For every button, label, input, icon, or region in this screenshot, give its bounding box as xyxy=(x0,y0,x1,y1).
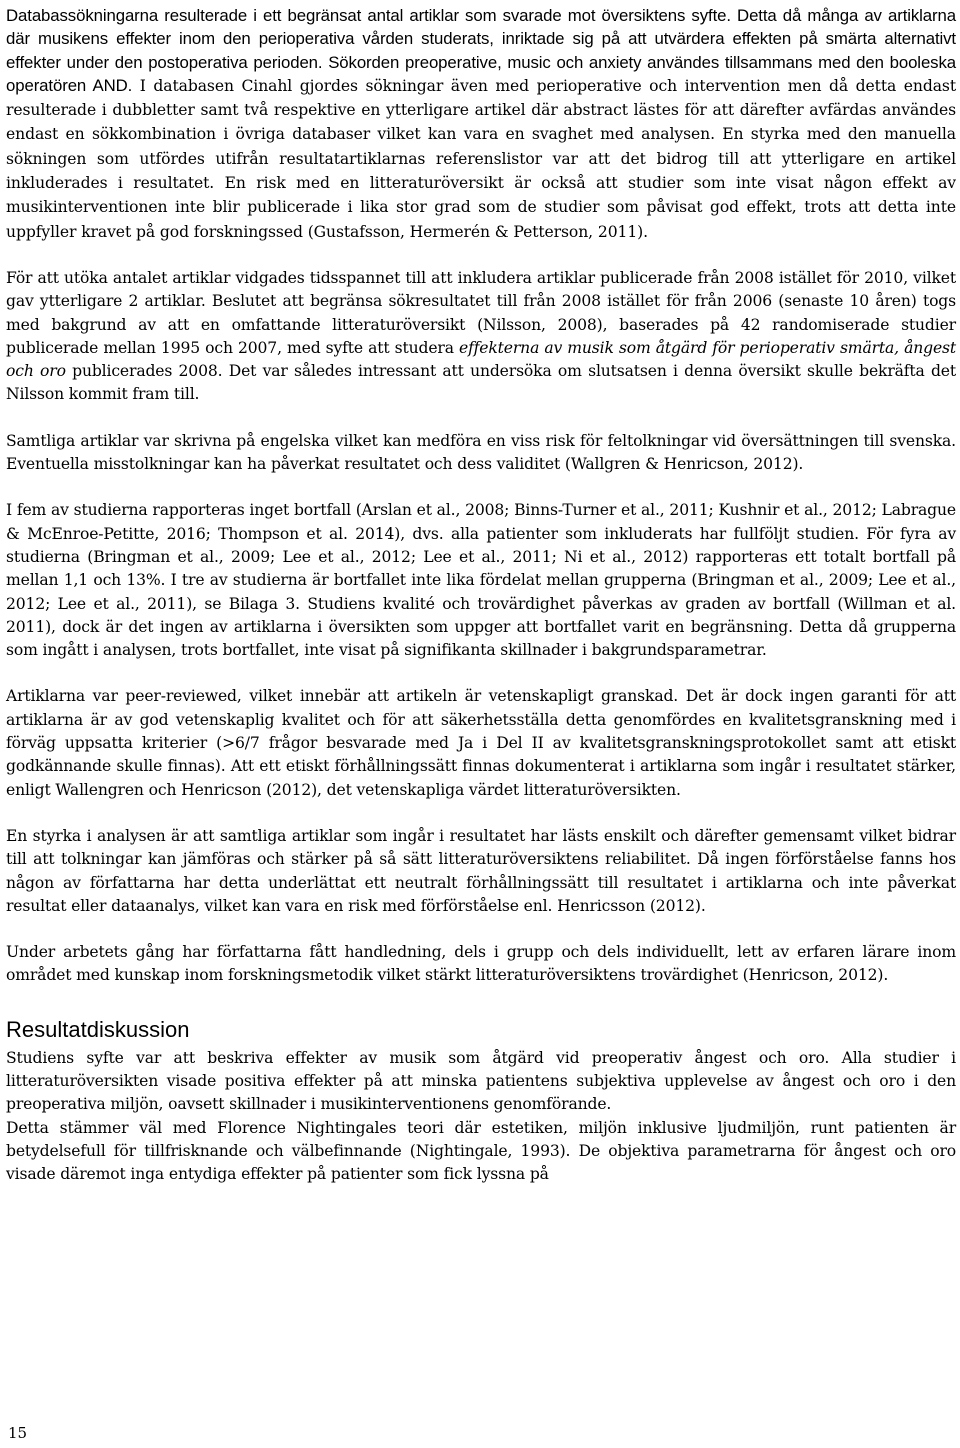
paragraph-search-limitations xyxy=(6,4,956,244)
time-span-text-end: publicerades 2008. Det var således intressant att undersöka om slutsatsen i denna översikt skulle bekräfta det Nilsson kommit fram till. xyxy=(6,362,956,404)
page-number: 15 xyxy=(8,1424,28,1442)
section-heading: Resultatdiskussion xyxy=(6,1016,190,1042)
paragraph-study-aim: Studiens syfte var att beskriva effekter av musik som åtgärd vid preoperativ ångest och oro. Alla studier i litteraturöversikten visade positiva effekter på att minska patientens subjektiva upplevelse av ångest och oro i den preoperativa miljön, oavsett skillnader i musikinterventionens genomförande. xyxy=(6,1048,956,1114)
time-span-italic-text: effekterna av musik som åtgärd för perioperativ smärta, ångest och oro xyxy=(6,338,957,381)
cinahl-search-text: I databasen Cinahl gjordes sökningar även med perioperative och intervention men då detta endast resulterade i dubbletter samt två respektive en ytterligare artikel där abstract lästes för att därefter avfärdas användes endast en sökkombination i övriga databaser vilket kan vara en svaghet med analysen. En styrka med den manuella sökningen som utfördes utifrån resultatartiklarnas referenslistor var att det bidrog till att ytterligare en artikel inkluderades i resultatet. En risk med en litteraturöversikt är också att studier som inte visat någon effekt av musikinterventionen inte blir publicerade i lika stor grad som de studier som påvisat god effekt, trots att detta inte uppfyller kravet på god forskningssed (Gustafsson, Hermerén & Petterson, 2011). xyxy=(6,76,956,241)
document-page xyxy=(6,4,956,1186)
paragraph-language: Samtliga artiklar var skrivna på engelska vilket kan medföra en viss risk för feltolkningar vid översättningen till svenska. Eventuella misstolkningar kan ha påverkat resultatet och dess validitet (Wallgren & Henricson, 2012). xyxy=(6,431,956,474)
time-span-text-start: För att utöka antalet artiklar vidgades tidsspannet till att inkludera artiklar publicerade från 2008 istället för 2010, vilket gav ytterligare 2 artiklar. Beslutet att begränsa sökresultatet till från 2008 istället för från 2006 (senaste 10 åren) togs med bakgrund av att en omfattande litteraturöversikt (Nilsson, 2008), baserades på 42 randomiserade studier publicerade mellan 1995 och 2007, med syfte att studera xyxy=(6,268,956,357)
paragraph-time-span xyxy=(6,267,956,407)
paragraph-dropout: I fem av studierna rapporteras inget bortfall (Arslan et al., 2008; Binns-Turner et al., 2011; Kushnir et al., 2012; Labrague & McEnroe-Petitte, 2016; Thompson et al. 2014), dvs. alla patienter som inkluderats har fullföljt studien. För fyra av studierna (Bringman et al., 2009; Lee et al., 2012; Lee et al., 2011; Ni et al., 2012) rapporteras ett totalt bortfall på mellan 1,1 och 13%. I tre av studierna är bortfallet inte lika fördelat mellan grupperna (Bringman et al., 2009; Lee et al., 2012; Lee et al., 2011), se Bilaga 3. Studiens kvalité och trovärdighet påverkas av graden av bortfall (Willman et al. 2011), dock är det ingen av artiklarna i översikten som uppger att bortfallet varit en begränsning. Detta då grupperna som ingått i analysen, trots bortfallet, inte visat på signifikanta skillnader i bakgrundsparametrar. xyxy=(6,501,956,660)
paragraph-nightingale: Detta stämmer väl med Florence Nightingales teori där estetiken, miljön inklusive ljudmiljön, runt patienten är betydelsefull för tillfrisknande och välbefinnande (Nightingale, 1993). De objektiva parametrarna för ångest och oro visade däremot inga entydiga effekter på patienter som fick lyssna på xyxy=(6,1118,956,1184)
paragraph-supervision: Under arbetets gång har författarna fått handledning, dels i grupp och dels individuellt, lett av erfaren lärare inom området med kunskap inom forskningsmetodik vilket stärkt litteraturöversiktens trovärdighet (Henricson, 2012). xyxy=(6,943,956,985)
paragraph-analysis-strength: En styrka i analysen är att samtliga artiklar som ingår i resultatet har lästs enskilt och därefter gemensamt vilket bidrar till att tolkningar kan jämföras och stärker på så sätt litteraturöversiktens reliabilitet. Då ingen förförståelse fanns hos någon av författarna har detta underlättat ett neutralt förhållningssätt till resultatet i artiklarna och inte påverkat resultat eller dataanalys, vilket kan vara en risk med förförståelse enl. Henricsson (2012). xyxy=(6,826,956,915)
paragraph-peer-review: Artiklarna var peer-reviewed, vilket innebär att artikeln är vetenskapligt granskad. Det är dock ingen garanti för att artiklarna är av god vetenskaplig kvalitet och för att säkerhetsställa detta genomfördes en kvalitetsgranskning med i förväg uppsatta kriterier (>6/7 frågor besvarade med Ja i Del II av kvalitetsgranskningsprotokollet samt att etiskt godkännande skulle finnas). Att ett etiskt förhållningssätt finnas dokumenterat i artiklarna som ingår i resultatet stärker, enligt Wallengren och Henricson (2012), det vetenskapliga värdet litteraturöversikten. xyxy=(6,687,956,799)
search-limitations-text: Databassökningarna resulterade i ett begränsat antal artiklar som svarade mot översiktens syfte. Detta då många av artiklarna där musikens effekter inom den perioperativa vården studerats, inriktade sig på att utvärdera effekten på smärta alternativt effekter under den postoperativa perioden. Sökorden preoperative, music och anxiety användes tillsammans med den booleska operatören AND. xyxy=(6,6,956,95)
